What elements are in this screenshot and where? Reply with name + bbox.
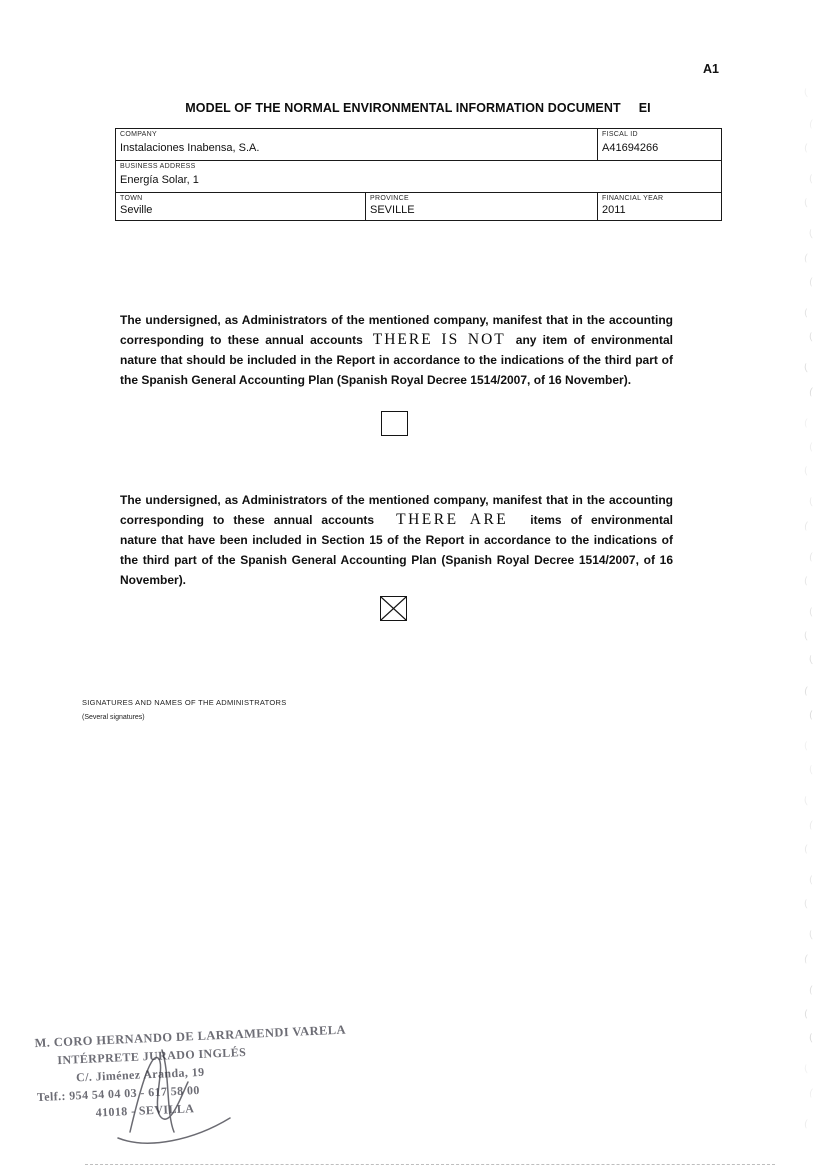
title-text: MODEL OF THE NORMAL ENVIRONMENTAL INFORMATION DOCUMENT — [185, 101, 621, 115]
signatures-label: SIGNATURES AND NAMES OF THE ADMINISTRATORS — [82, 698, 287, 707]
town-label: TOWN — [120, 195, 143, 202]
town-value: Seville — [120, 204, 153, 216]
signatures-note: (Several signatures) — [82, 714, 145, 721]
decl2-emphasis: THERE ARE — [396, 511, 509, 528]
declaration-there-are — [120, 490, 673, 590]
scan-edge-artifact — [85, 1164, 775, 1165]
decl2-pre: The undersigned, as Administrators of the mentioned company, manifest that in the accounting corresponding to these annual accounts — [120, 493, 673, 527]
business-address-value: Energía Solar, 1 — [120, 174, 199, 186]
fiscal-id-value: A41694266 — [602, 142, 659, 154]
decl1-post: any item of environmental nature that should be included in the Report in accordance to the indications of the third part of the Spanish General Accounting Plan (Spanish Royal Decree 1514/2007, of 16 November). — [120, 333, 673, 387]
checkbox-there-are[interactable] — [380, 596, 407, 621]
company-label: COMPANY — [120, 131, 157, 138]
financial-year-cell — [598, 193, 722, 221]
company-cell — [116, 129, 598, 161]
stamp-name: M. CORO HERNANDO DE LARRAMENDI VARELA — [34, 1022, 347, 1051]
stamp-title: INTÉRPRETE JURADO INGLÉS — [57, 1044, 247, 1068]
financial-year-value: 2011 — [602, 204, 626, 216]
province-value: SEVILLE — [370, 204, 415, 216]
company-value: Instalaciones Inabensa, S.A. — [120, 142, 260, 154]
business-address-label: BUSINESS ADDRESS — [120, 163, 196, 170]
title-code: EI — [638, 101, 651, 115]
town-cell — [116, 193, 366, 221]
province-cell — [366, 193, 598, 221]
stamp-phone: Telf.: 954 54 04 03 - 617 58 00 — [36, 1082, 201, 1105]
fiscal-id-label: FISCAL ID — [602, 131, 638, 138]
stamp-city: 41018 - SEVILLA — [95, 1101, 195, 1120]
scan-noise: ( ( ( ( ( ( ( ( ( ( ( ( ( ( ( ( ( ( ( ( ( ( ( ( ( ( ( ( ( ( ( ( ( ( ( ( ( ( ( — [803, 87, 814, 1131]
checkbox-there-is-not[interactable] — [381, 411, 408, 436]
translator-stamp — [34, 1022, 347, 1124]
page-corner-label: A1 — [703, 62, 719, 76]
business-address-cell — [116, 161, 722, 193]
decl1-pre: The undersigned, as Administrators of the mentioned company, manifest that in the accounting corresponding to these annual accounts — [120, 313, 673, 347]
decl2-post: items of environmental nature that have been included in Section 15 of the Report in accordance to the indications of the third part of the Spanish General Accounting Plan (Spanish Royal Decree 1514/2007, of 16 November). — [120, 513, 673, 587]
province-label: PROVINCE — [370, 195, 409, 202]
financial-year-label: FINANCIAL YEAR — [602, 195, 664, 202]
fiscal-id-cell — [598, 129, 722, 161]
decl1-emphasis: THERE IS NOT — [372, 331, 506, 348]
document-title — [115, 101, 721, 115]
company-info-table — [115, 128, 722, 221]
stamp-address: C/. Jiménez Aranda, 19 — [75, 1064, 205, 1085]
declaration-there-is-not — [120, 310, 673, 390]
x-mark-icon — [381, 597, 406, 620]
